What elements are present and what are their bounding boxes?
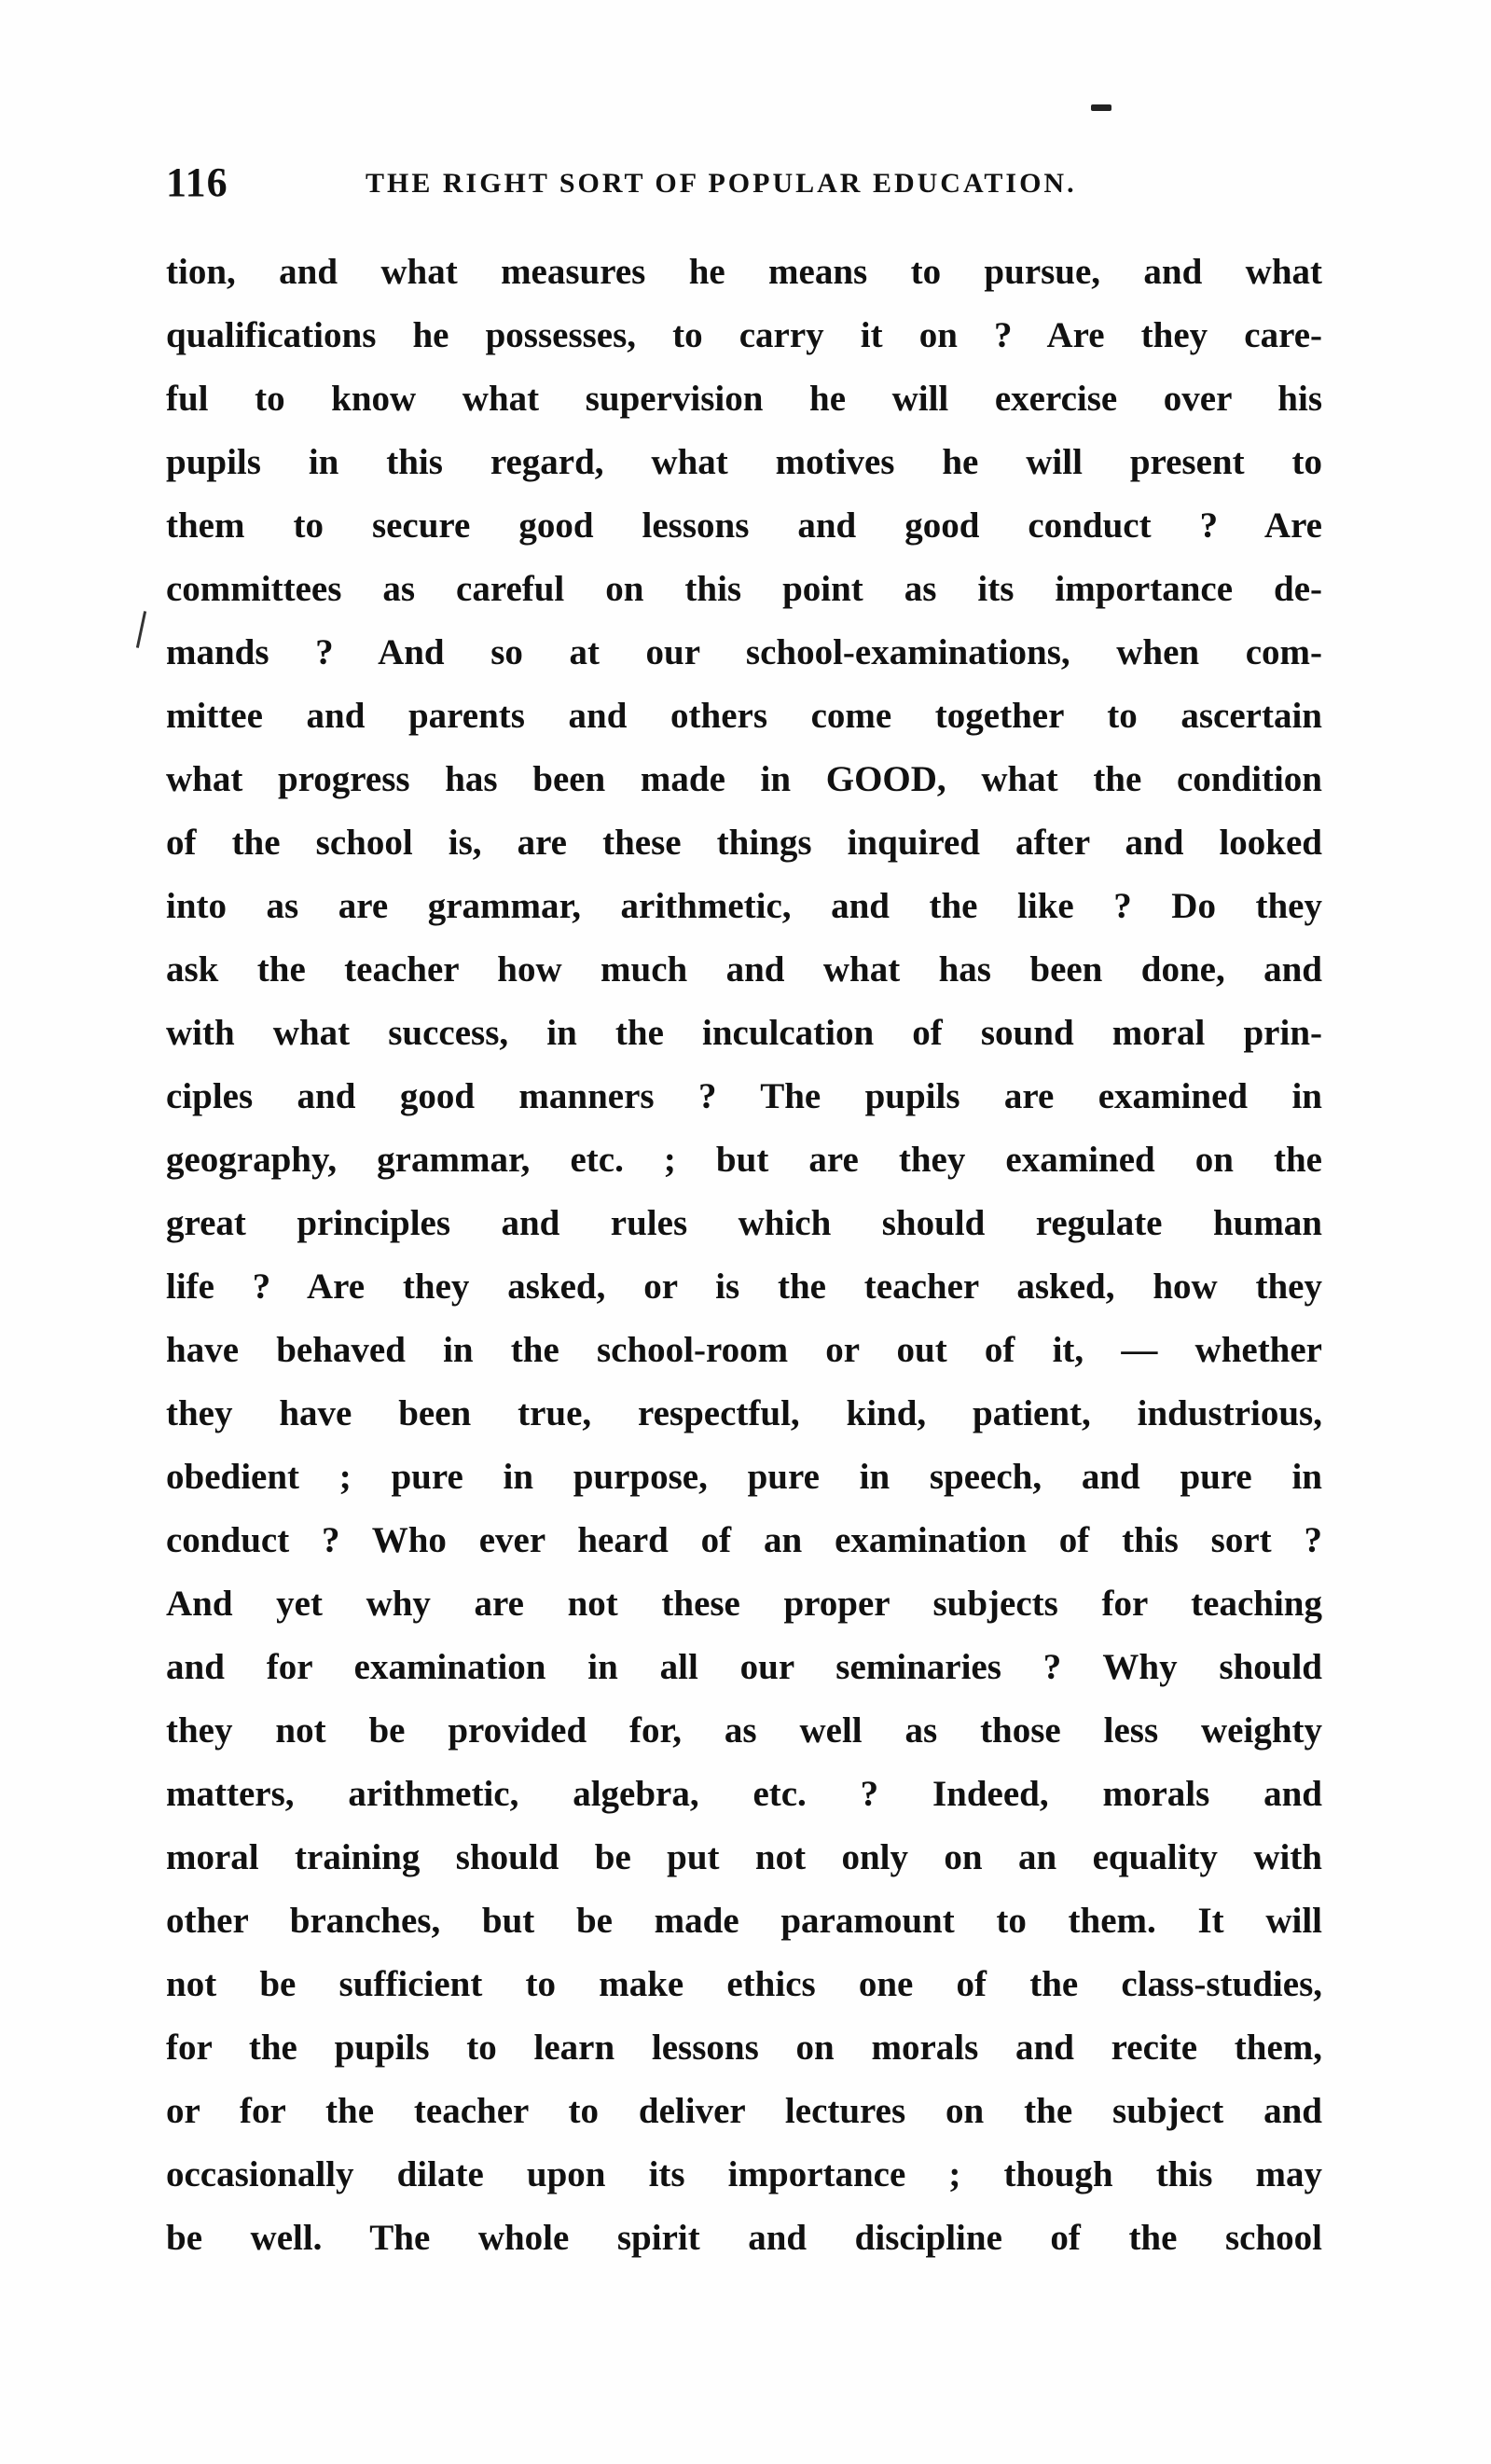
text-line: qualifications he possesses, to carry it on ? Are they care- [166, 315, 1322, 355]
text-line: obedient ; pure in purpose, pure in speech, and pure in [166, 1457, 1322, 1497]
ink-mark [1091, 104, 1111, 111]
text-line: what progress has been made in GOOD, what the condition [166, 759, 1322, 799]
text-line: ciples and good manners ? The pupils are examined in [166, 1076, 1322, 1116]
running-head: THE RIGHT SORT OF POPULAR EDUCATION. [366, 168, 1077, 199]
text-line: tion, and what measures he means to pursue, and what [166, 252, 1322, 292]
text-line: not be sufficient to make ethics one of the class-studies, [166, 1964, 1322, 2004]
text-line: occasionally dilate upon its importance ; though this may [166, 2154, 1322, 2194]
text-line: great principles and rules which should regulate human [166, 1203, 1322, 1243]
text-line: they have been true, respectful, kind, patient, industrious, [166, 1393, 1322, 1433]
text-line: for the pupils to learn lessons on morals and recite them, [166, 2028, 1322, 2068]
page-number: 116 [166, 159, 228, 205]
text-line: with what success, in the inculcation of sound moral prin- [166, 1013, 1322, 1053]
text-line: geography, grammar, etc. ; but are they examined on the [166, 1140, 1322, 1180]
text-line: into as are grammar, arithmetic, and the like ? Do they [166, 886, 1322, 926]
text-line: them to secure good lessons and good conduct ? Are [166, 505, 1322, 546]
text-line: matters, arithmetic, algebra, etc. ? Indeed, morals and [166, 1774, 1322, 1814]
text-line: ask the teacher how much and what has been done, and [166, 949, 1322, 990]
text-line: have behaved in the school-room or out of it, — whether [166, 1330, 1322, 1370]
text-line: moral training should be put not only on an equality with [166, 1837, 1322, 1877]
text-line: mittee and parents and others come together to ascertain [166, 696, 1322, 736]
text-line: other branches, but be made paramount to them. It will [166, 1901, 1322, 1941]
text-line: pupils in this regard, what motives he will present to [166, 442, 1322, 482]
text-line: ful to know what supervision he will exercise over his [166, 379, 1322, 419]
text-line: mands ? And so at our school-examinations, when com- [166, 632, 1322, 672]
margin-mark [136, 611, 146, 648]
text-line: and for examination in all our seminaries ? Why should [166, 1647, 1322, 1687]
page-header [166, 159, 1332, 215]
body-text [166, 241, 1322, 2270]
text-line: committees as careful on this point as its importance de- [166, 569, 1322, 609]
text-line: or for the teacher to deliver lectures on the subject and [166, 2091, 1322, 2131]
text-line: conduct ? Who ever heard of an examination of this sort ? [166, 1520, 1322, 1560]
text-line: they not be provided for, as well as those less weighty [166, 1710, 1322, 1751]
text-line: of the school is, are these things inquired after and looked [166, 823, 1322, 863]
text-line: life ? Are they asked, or is the teacher asked, how they [166, 1267, 1322, 1307]
text-line: be well. The whole spirit and discipline of the school [166, 2218, 1322, 2258]
text-line: And yet why are not these proper subjects for teaching [166, 1584, 1322, 1624]
